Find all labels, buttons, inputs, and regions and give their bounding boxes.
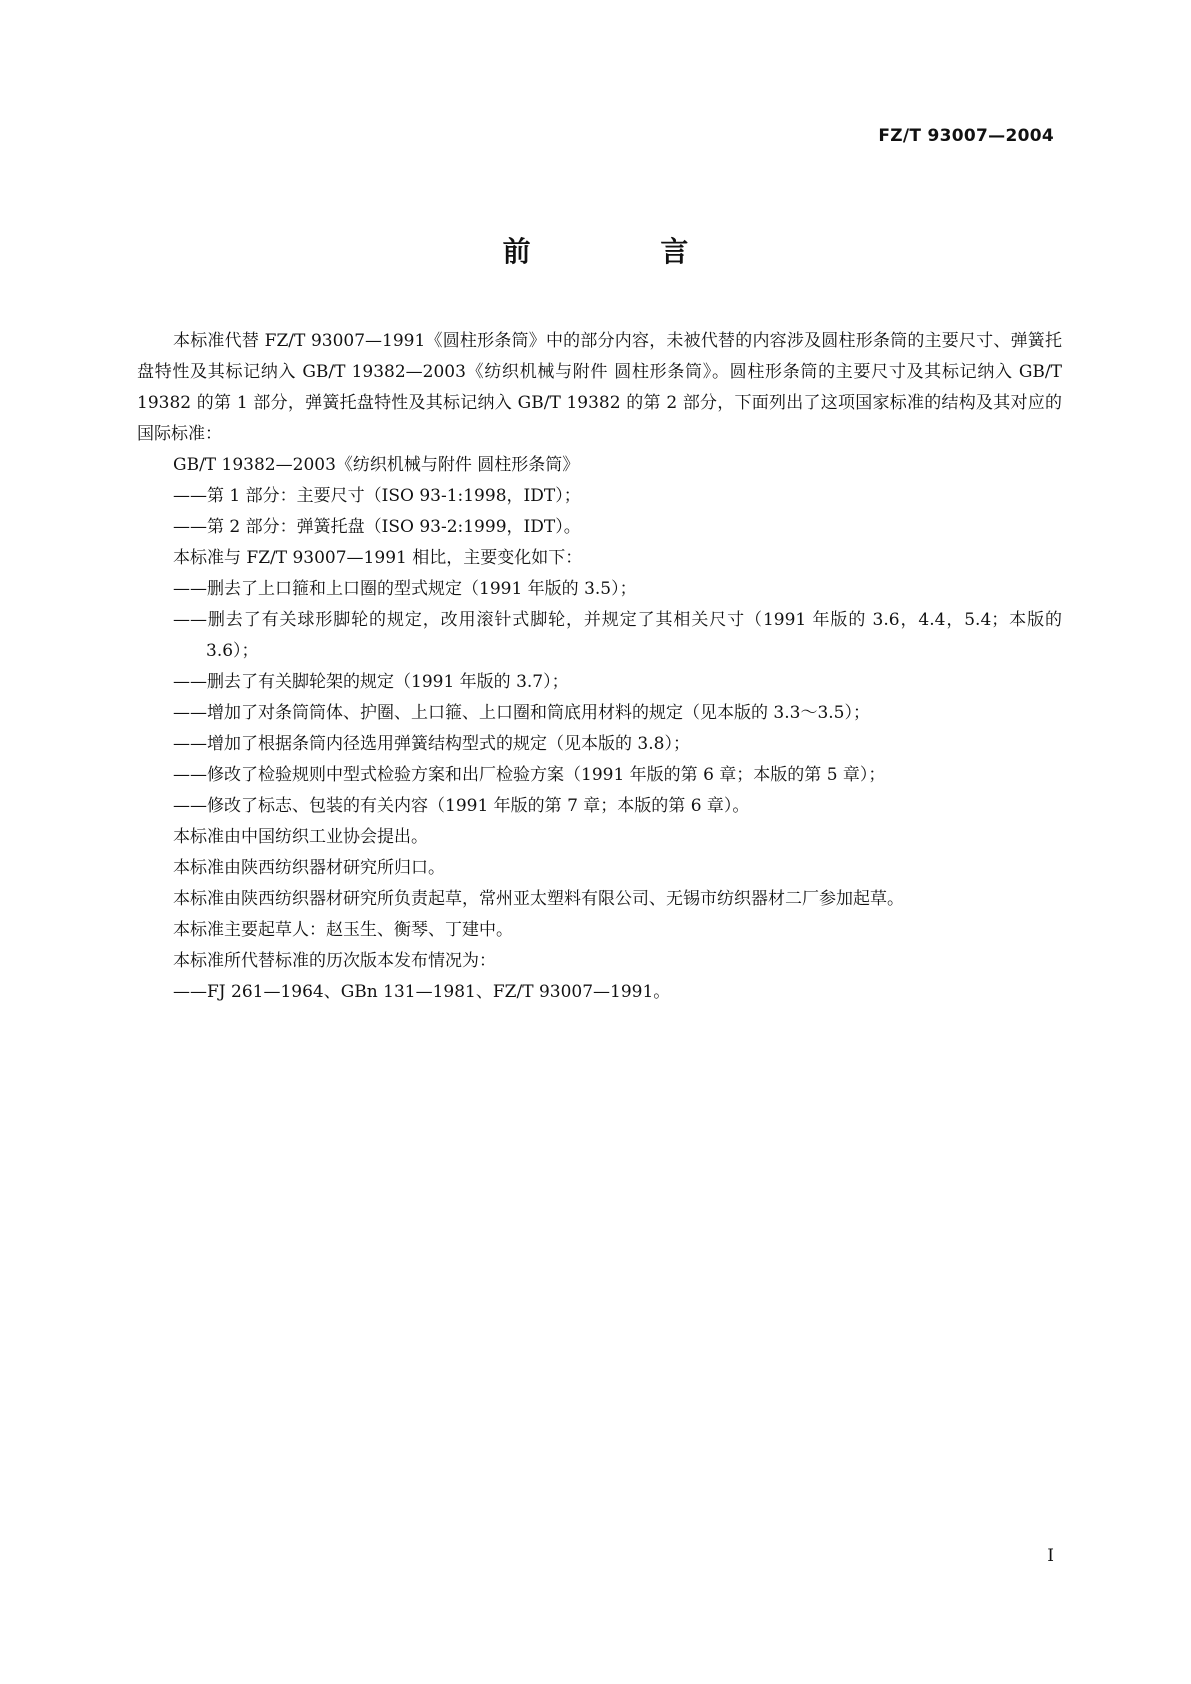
reference-part: ——第 1 部分：主要尺寸（ISO 93-1:1998，IDT）；	[173, 486, 581, 506]
reference-standard: GB/T 19382—2003《纺织机械与附件 圆柱形条筒》	[173, 455, 580, 475]
proposer-line: 本标准由中国纺织工业协会提出。	[173, 827, 428, 847]
change-item: ——修改了标志、包装的有关内容（1991 年版的第 7 章；本版的第 6 章）。	[173, 796, 750, 816]
page-title: 前 言	[502, 235, 749, 268]
reference-part: ——第 2 部分：弹簧托盘（ISO 93-2:1999，IDT）。	[173, 517, 581, 537]
history-intro-line: 本标准所代替标准的历次版本发布情况为：	[173, 951, 496, 971]
history-line: ——FJ 261—1964、GBn 131—1981、FZ/T 93007—1991。	[173, 982, 671, 1002]
intro-paragraph: 本标准代替 FZ/T 93007—1991《圆柱形条筒》中的部分内容，未被代替的内容涉及圆柱形条筒的主要尺寸、弹簧托盘特性及其标记纳入 GB/T 19382—2003《纺织机械与附件 圆柱形条筒》。圆柱形条筒的主要尺寸及其标记纳入 GB/T 19382 的第 1 部分，弹簧托盘特性及其标记纳入 GB/T 19382 的第 2 部分，下面列出了这项国家标准的结构及其对应的国际标准：	[137, 331, 1062, 444]
drafters-line: 本标准主要起草人：赵玉生、衡琴、丁建中。	[173, 920, 513, 940]
drafting-org-line: 本标准由陕西纺织器材研究所负责起草，常州亚太塑料有限公司、无锡市纺织器材二厂参加起草。	[173, 889, 904, 909]
change-item: ——删去了有关脚轮架的规定（1991 年版的 3.7）；	[173, 672, 569, 692]
page-number: I	[1047, 1546, 1054, 1566]
changes-intro: 本标准与 FZ/T 93007—1991 相比，主要变化如下：	[173, 548, 583, 568]
standard-code: FZ/T 93007—2004	[878, 126, 1054, 146]
foreword-body	[137, 326, 1062, 1008]
change-item: ——删去了有关球形脚轮的规定，改用滚针式脚轮，并规定了其相关尺寸（1991 年版的 3.6，4.4，5.4；本版的 3.6）；	[173, 610, 1062, 661]
change-item: ——增加了根据条筒内径选用弹簧结构型式的规定（见本版的 3.8）；	[173, 734, 690, 754]
change-item: ——修改了检验规则中型式检验方案和出厂检验方案（1991 年版的第 6 章；本版的第 5 章）；	[173, 765, 886, 785]
change-item: ——删去了上口箍和上口圈的型式规定（1991 年版的 3.5）；	[173, 579, 637, 599]
change-item: ——增加了对条筒筒体、护圈、上口箍、上口圈和筒底用材料的规定（见本版的 3.3～3.5）；	[173, 703, 870, 723]
administrator-line: 本标准由陕西纺织器材研究所归口。	[173, 858, 445, 878]
